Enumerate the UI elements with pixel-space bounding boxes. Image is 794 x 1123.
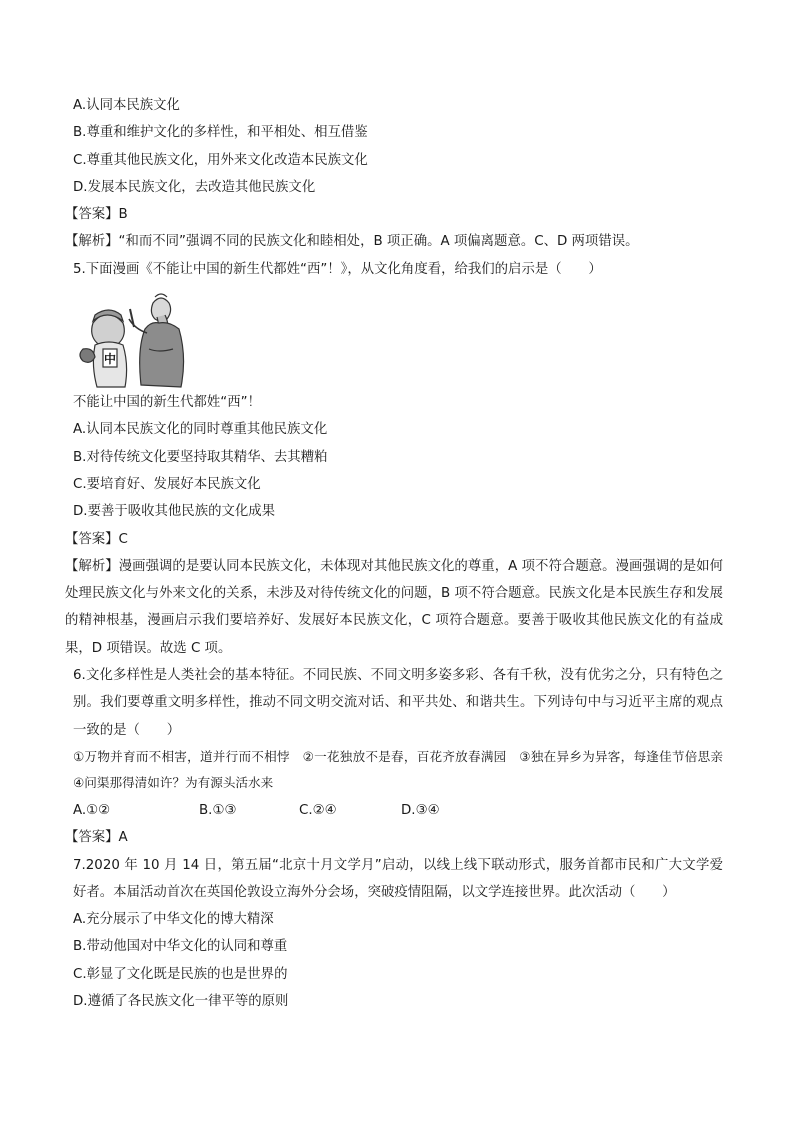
answer-label: 【答案】C	[65, 531, 128, 547]
analysis-text: 【解析】漫画强调的是要认同本民族文化，未体现对其他民族文化的尊重，A 项不符合题意。漫画强调的是如何处理民族文化与外来文化的关系，未涉及对待传统文化的问题，B 项不符合题意。民族文化是本民族生存和发展的精神根基，漫画启示我们要培养好、发展好本民族文化，C 项符合题意。要善于吸收其他民族文化的有益成果，D 项错误。故选 C 项。	[65, 558, 723, 656]
question-stem: 6.文化多样性是人类社会的基本特征。不同民族、不同文明多姿多彩、各有千秋，没有优劣之分，只有特色之别。我们要尊重文明多样性，推动不同文明交流对话、和平共处、和谐共生。下列诗句中与习近平主席的观点一致的是（ ）	[73, 668, 723, 738]
option-b: B.①③	[199, 802, 237, 818]
elder-figure	[129, 294, 184, 387]
cartoon-mark: 中	[103, 352, 117, 367]
option-b: B.尊重和维护文化的多样性，和平相处、相互借鉴	[73, 125, 368, 141]
option-a: A.充分展示了中华文化的博大精深	[73, 912, 274, 928]
option-b: B.对待传统文化要坚持取其精华、去其糟粕	[73, 449, 328, 465]
poem-list: ①万物并育而不相害，道并行而不相悖 ②一花独放不是春，百花齐放春满园 ③独在异乡为异客，每逢佳节倍思亲 ④问渠那得清如许？为有源头活水来	[73, 748, 736, 791]
option-c: C.②④	[299, 802, 337, 818]
option-d: D.遵循了各民族文化一律平等的原则	[73, 994, 289, 1010]
question-7	[73, 852, 723, 1016]
answer-label: 【答案】B	[65, 207, 128, 223]
option-d: D.发展本民族文化，去改造其他民族文化	[73, 179, 316, 195]
option-c: C.要培育好、发展好本民族文化	[73, 476, 261, 492]
option-d: D.③④	[401, 802, 440, 818]
option-d: D.要善于吸收其他民族的文化成果	[73, 504, 276, 520]
document-page	[65, 92, 736, 1015]
option-a: A.认同本民族文化的同时尊重其他民族文化	[73, 422, 328, 438]
cartoon-caption: 不能让中国的新生代都姓“西”！	[73, 395, 261, 411]
answer-label: 【答案】A	[65, 830, 128, 846]
question-6	[65, 662, 736, 851]
question-stem: 7.2020 年 10 月 14 日，第五届“北京十月文学月”启动，以线上线下联动形式，服务首都市民和广大文学爱好者。本届活动首次在英国伦敦设立海外分会场，突破疫情阻隔，以文学连接世界。此次活动（ ）	[73, 857, 723, 900]
option-c: C.彰显了文化既是民族的也是世界的	[73, 966, 288, 982]
question-4-options	[65, 92, 723, 256]
analysis-text: 【解析】“和而不同”强调不同的民族文化和睦相处，B 项正确。A 项偏离题意。C、D 两项错误。	[65, 234, 639, 250]
option-a: A.①②	[73, 802, 111, 818]
option-a: A.认同本民族文化	[73, 98, 180, 113]
child-figure	[80, 310, 127, 387]
option-row	[73, 797, 723, 824]
question-stem: 5.下面漫画《不能让中国的新生代都姓“西”！》，从文化角度看，给我们的启示是（ ）	[73, 261, 602, 277]
question-5	[65, 256, 723, 662]
option-c: C.尊重其他民族文化，用外来文化改造本民族文化	[73, 152, 368, 168]
option-b: B.带动他国对中华文化的认同和尊重	[73, 939, 288, 955]
cartoon-image	[75, 289, 199, 393]
